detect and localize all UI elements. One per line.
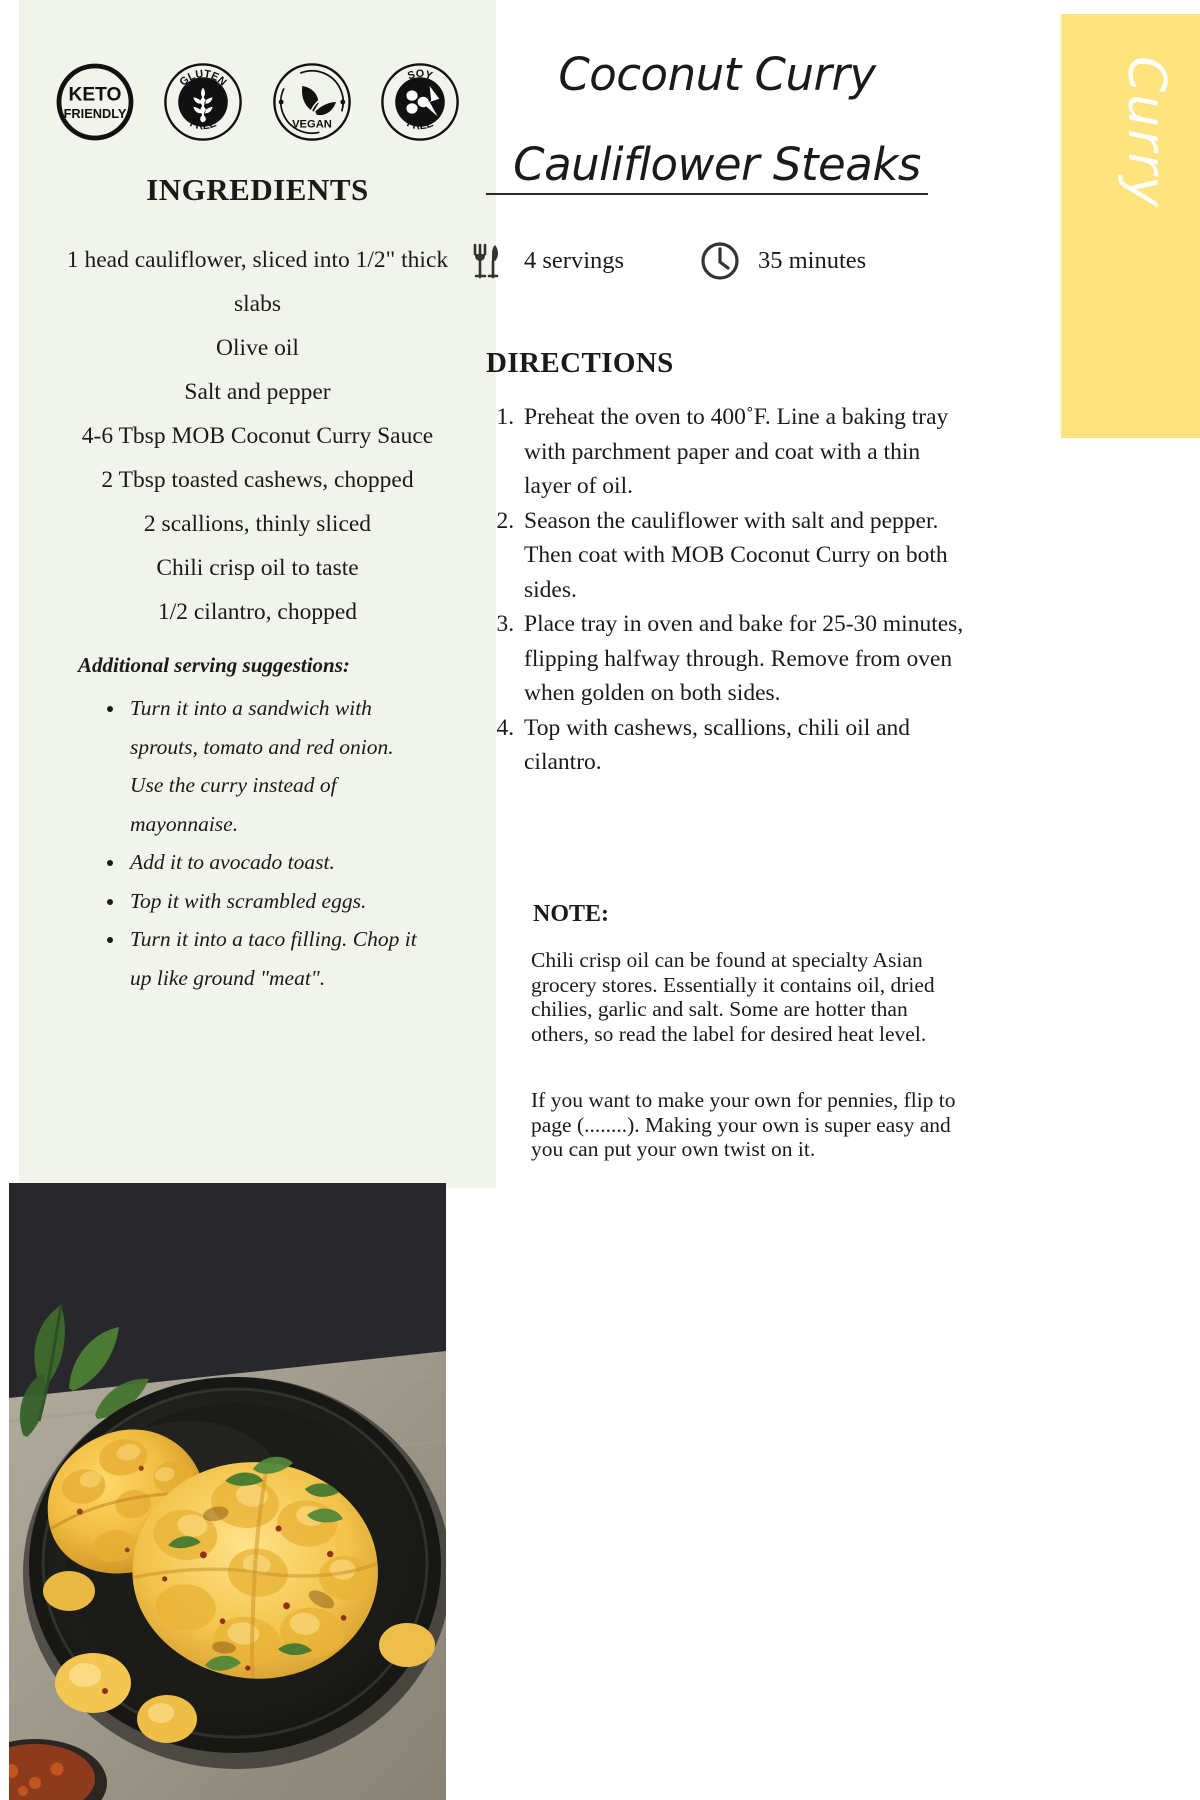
soy-free-label: FREE xyxy=(404,117,435,133)
recipe-title-line-2: Cauliflower Steaks xyxy=(513,138,921,191)
time-text: 35 minutes xyxy=(758,247,867,274)
ingredient-item: 1 head cauliflower, sliced into 1/2" thick slabs xyxy=(66,247,449,317)
friendly-label: FRIENDLY xyxy=(63,106,127,121)
ingredient-item: Olive oil xyxy=(216,335,299,361)
time-meta xyxy=(696,237,866,285)
servings-meta xyxy=(462,237,624,285)
serving-suggestions-heading: Additional serving suggestions: xyxy=(78,653,350,677)
ingredient-item: 1/2 cilantro, chopped xyxy=(157,599,358,625)
recipe-photo xyxy=(9,1183,446,1800)
note-heading: NOTE: xyxy=(533,901,610,927)
ingredient-item: 2 Tbsp toasted cashews, chopped xyxy=(101,467,414,493)
soy-label: SOY xyxy=(406,68,434,83)
title-divider xyxy=(486,193,928,195)
direction-step: 2. Season the cauliflower with salt and pepper. Then coat with MOB Coconut Curry on both sides. xyxy=(520,504,970,608)
gluten-label: GLUTEN xyxy=(177,67,230,89)
direction-step: 3. Place tray in oven and bake for 25-30 minutes, flipping halfway through. Remove from oven when golden on both sides. xyxy=(520,607,970,711)
serving-suggestions-list xyxy=(100,689,430,997)
ingredient-item: Chili crisp oil to taste xyxy=(156,555,359,581)
chapter-tab-label: Curry xyxy=(1116,56,1176,209)
clock-icon xyxy=(696,237,744,285)
recipe-meta-row xyxy=(462,237,932,289)
recipe-title-block xyxy=(497,30,937,210)
vegan-badge xyxy=(272,62,352,142)
chapter-tab xyxy=(1061,14,1200,438)
suggestion-item: • Top it with scrambled eggs. xyxy=(126,882,430,921)
ingredients-list xyxy=(55,238,460,634)
direction-step: 1. Preheat the oven to 400˚F. Line a baking tray with parchment paper and coat with a thin layer of oil. xyxy=(520,400,970,504)
ingredients-heading: INGREDIENTS xyxy=(146,172,369,207)
suggestion-item: • Add it to avocado toast. xyxy=(126,843,430,882)
vegan-label: VEGAN xyxy=(291,118,332,131)
servings-text: 4 servings xyxy=(524,247,625,274)
directions-list xyxy=(520,400,970,780)
gluten-free-badge xyxy=(163,62,243,142)
direction-step: 4. Top with cashews, scallions, chili oil and cilantro. xyxy=(520,711,970,780)
ingredient-item: 2 scallions, thinly sliced xyxy=(143,511,372,537)
keto-label: KETO xyxy=(68,84,122,106)
note-paragraph: If you want to make your own for pennies, flip to page (........). Making your own is super easy and you can put your own twist on it. xyxy=(531,1088,956,1161)
recipe-title-line-1: Coconut Curry xyxy=(558,48,876,101)
ingredient-item: Salt and pepper xyxy=(184,379,331,405)
soy-free-badge xyxy=(380,62,460,142)
fork-knife-icon xyxy=(462,237,510,285)
dietary-badge-row xyxy=(19,52,496,152)
keto-friendly-badge xyxy=(55,62,135,142)
suggestion-item: • Turn it into a taco filling. Chop it up like ground "meat". xyxy=(126,920,430,997)
free-label: FREE xyxy=(188,117,219,133)
suggestion-item: • Turn it into a sandwich with sprouts, tomato and red onion. Use the curry instead of mayonnaise. xyxy=(126,689,430,843)
ingredient-item: 4-6 Tbsp MOB Coconut Curry Sauce xyxy=(81,423,434,449)
note-paragraph: Chili crisp oil can be found at specialty Asian grocery stores. Essentially it contains oil, dried chilies, garlic and salt. Some are hotter than others, so read the label for desired heat level. xyxy=(531,948,935,1046)
directions-heading: DIRECTIONS xyxy=(486,347,674,379)
